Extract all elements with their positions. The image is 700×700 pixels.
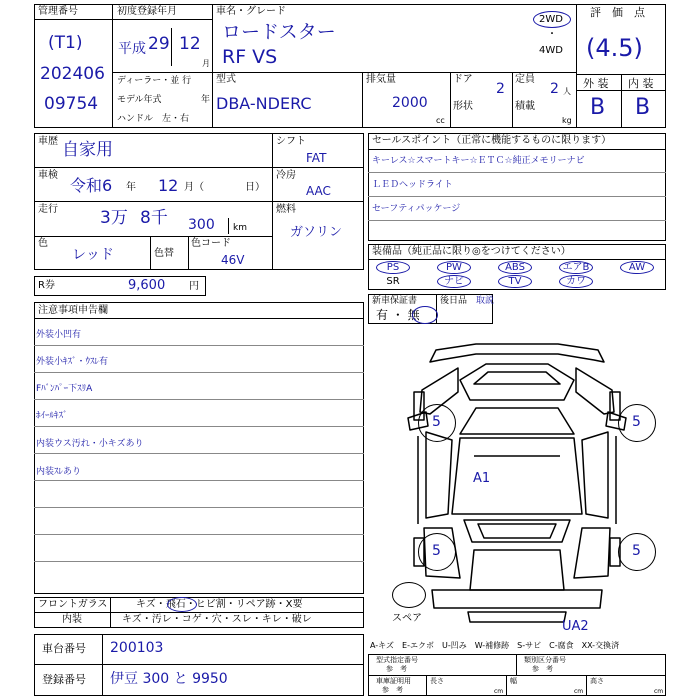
mgmt-number-line1: 202406 xyxy=(40,64,105,84)
length-label: 長さ xyxy=(430,677,444,685)
color-label: 色 xyxy=(38,238,48,249)
history-label: 車歴 xyxy=(38,136,58,147)
equip-ps: PS xyxy=(386,262,400,273)
cert-label: 車庫証明用 xyxy=(376,677,411,685)
drive-2wd: 2WD xyxy=(539,14,563,25)
plate-label: 登録番号 xyxy=(42,673,86,686)
mgmt-code: (T1) xyxy=(48,33,83,53)
note-item: Fﾊﾞﾝﾊﾟｰ下ｽﾘA xyxy=(36,384,93,394)
mgmt-number-line2: 09754 xyxy=(44,94,99,114)
spare-tire xyxy=(392,582,426,608)
inspection-month-unit: 月（ xyxy=(184,182,204,193)
handle-label: ハンドル 左・右 xyxy=(117,114,190,124)
tire-mark: 5 xyxy=(432,543,441,559)
category-label: 類別区分番号 xyxy=(524,656,566,664)
equipment-label: 装備品（純正品に限り◎をつけてください） xyxy=(372,246,571,257)
selling-point-2: ＬＥＤヘッドライト xyxy=(372,180,453,190)
fuel-value: ガソリン xyxy=(290,225,343,240)
reg-date-month-unit: 月 xyxy=(202,59,210,68)
notes-label: 注意事項申告欄 xyxy=(38,305,108,316)
equip-leather: カワ xyxy=(566,276,586,287)
interior-grade: B xyxy=(635,95,651,120)
grade: RF VS xyxy=(222,46,278,68)
reg-date-year: 29 xyxy=(148,34,170,54)
designation-label: 型式指定番号 xyxy=(376,656,418,664)
equip-aw: AW xyxy=(628,262,646,273)
model-year-label: モデル年式 xyxy=(117,95,162,105)
color-code: 46V xyxy=(221,253,245,267)
chassis-label: 車台番号 xyxy=(42,642,86,655)
fuel-label: 燃料 xyxy=(276,204,296,215)
ac-value: AAC xyxy=(306,184,331,198)
note-item: 外装小ｷｽﾞ・ｳｽﾚ有 xyxy=(36,357,109,367)
note-item: 外装小凹有 xyxy=(36,330,82,340)
selling-point-1: キーレス☆スマートキー☆ＥＴＣ☆純正メモリーナビ xyxy=(372,156,585,166)
drive-separator: ・ xyxy=(547,29,557,40)
history-value: 自家用 xyxy=(62,140,113,160)
inspection-label: 車検 xyxy=(38,170,58,181)
cert-ref: 参 考 xyxy=(382,686,403,694)
manual-label: 後日品 xyxy=(440,296,468,306)
top-block xyxy=(34,4,666,128)
loading-unit: kg xyxy=(562,116,572,125)
color-value: レッド xyxy=(72,247,114,263)
loading-label: 積載 xyxy=(515,101,535,112)
spare-label: スペア xyxy=(392,613,422,624)
designation-ref: 参 考 xyxy=(386,665,407,673)
mgmt-label: 管理番号 xyxy=(38,6,78,17)
inspection-era: 令和6 xyxy=(70,176,113,195)
model-year-unit: 年 xyxy=(201,95,211,105)
reg-date-label: 初度登録年月 xyxy=(117,6,177,17)
chassis-value: 200103 xyxy=(110,640,164,656)
mileage-rest: 300 xyxy=(188,217,215,233)
dealer-label: ディーラー・並 行 xyxy=(117,76,192,86)
interior-row-label: 内装 xyxy=(62,614,82,625)
height-unit: cm xyxy=(654,688,664,695)
doors-label: ドア xyxy=(453,74,473,85)
color-code-label: 色コード xyxy=(191,238,231,249)
equip-abs: ABS xyxy=(505,262,525,273)
mileage-man: 3万 xyxy=(100,208,128,228)
manual-value: 取説 xyxy=(476,296,495,306)
mileage-label: 走行 xyxy=(38,204,58,215)
damage-a1: A1 xyxy=(473,471,491,486)
warranty-options: 有 ・ 無 xyxy=(376,308,420,322)
note-item: ﾎｲｰﾙｷｽﾞ xyxy=(36,411,68,421)
displacement-unit: cc xyxy=(436,116,445,125)
ac-label: 冷房 xyxy=(276,170,296,181)
equip-tv: TV xyxy=(508,276,522,287)
inspection-year-unit: 年 xyxy=(126,182,136,193)
category-ref: 参 考 xyxy=(532,665,553,673)
height-label: 高さ xyxy=(590,677,604,685)
length-unit: cm xyxy=(494,688,504,695)
mileage-sen: 8千 xyxy=(140,208,168,228)
doors-value: 2 xyxy=(496,81,505,97)
inspection-month: 12 xyxy=(158,176,179,195)
recycle-value: 9,600 xyxy=(128,278,166,293)
recycle-block xyxy=(34,276,206,296)
mileage-unit: km xyxy=(233,223,247,233)
capacity-label: 定員 xyxy=(515,74,535,85)
damage-legend: A-キズ E-エクボ U-凹み W-補修跡 S-サビ C-腐食 XX-交換済 xyxy=(370,641,620,650)
capacity-unit: 人 xyxy=(563,87,571,96)
score-value: (4.5) xyxy=(586,34,643,62)
displacement-label: 排気量 xyxy=(366,74,396,85)
recycle-label: R券 xyxy=(38,280,55,291)
name-grade-label: 車名・グレード xyxy=(216,6,286,17)
drive-4wd: 4WD xyxy=(539,45,563,56)
exterior-label: 外 装 xyxy=(583,77,609,90)
selling-point-3: セーフティパッケージ xyxy=(372,204,461,214)
shape-label: 形状 xyxy=(453,101,473,112)
selling-points-label: セールスポイント（正常に機能するものに限ります） xyxy=(372,135,612,146)
tire-mark: 5 xyxy=(632,543,641,559)
tire-mark: 5 xyxy=(432,414,441,430)
reg-date-era: 平成 xyxy=(118,41,146,57)
damage-ua2: UA2 xyxy=(562,619,589,634)
equip-airbag: エアB xyxy=(562,262,590,273)
exterior-grade: B xyxy=(590,95,606,120)
equip-navi: ナビ xyxy=(444,276,464,287)
shift-value: FAT xyxy=(306,151,327,165)
model-label: 型式 xyxy=(216,74,236,85)
note-item: 内装ウス汚れ・小キズあり xyxy=(36,439,144,449)
windshield-label: フロントガラス xyxy=(38,599,108,610)
interior-options: キズ・汚レ・コゲ・穴・スレ・キレ・破レ xyxy=(122,614,312,625)
displacement-value: 2000 xyxy=(392,95,428,111)
windshield-options: キズ・飛石・ヒビ割・リペア跡・X要 xyxy=(136,599,303,610)
color-change-label: 色替 xyxy=(154,248,174,259)
score-label: 評 価 点 xyxy=(590,6,645,19)
drive-2wd-circle xyxy=(533,11,571,28)
width-label: 幅 xyxy=(510,677,517,685)
interior-label: 内 装 xyxy=(628,77,654,90)
plate-value: 伊豆 300 と 9950 xyxy=(110,671,228,687)
recycle-unit: 円 xyxy=(189,281,199,292)
car-name: ロードスター xyxy=(222,21,336,43)
width-unit: cm xyxy=(574,688,584,695)
model-value: DBA-NDERC xyxy=(216,94,312,113)
equip-pw: PW xyxy=(446,262,462,273)
inspection-day-unit: 日） xyxy=(245,182,265,193)
note-item: 内装ｽﾚあり xyxy=(36,467,82,477)
equip-sr: SR xyxy=(386,276,400,287)
tire-mark: 5 xyxy=(632,414,641,430)
shift-label: シフト xyxy=(276,136,306,147)
capacity-value: 2 xyxy=(550,81,559,97)
reg-date-month: 12 xyxy=(179,34,201,54)
warranty-label: 新車保証書 xyxy=(372,296,418,306)
